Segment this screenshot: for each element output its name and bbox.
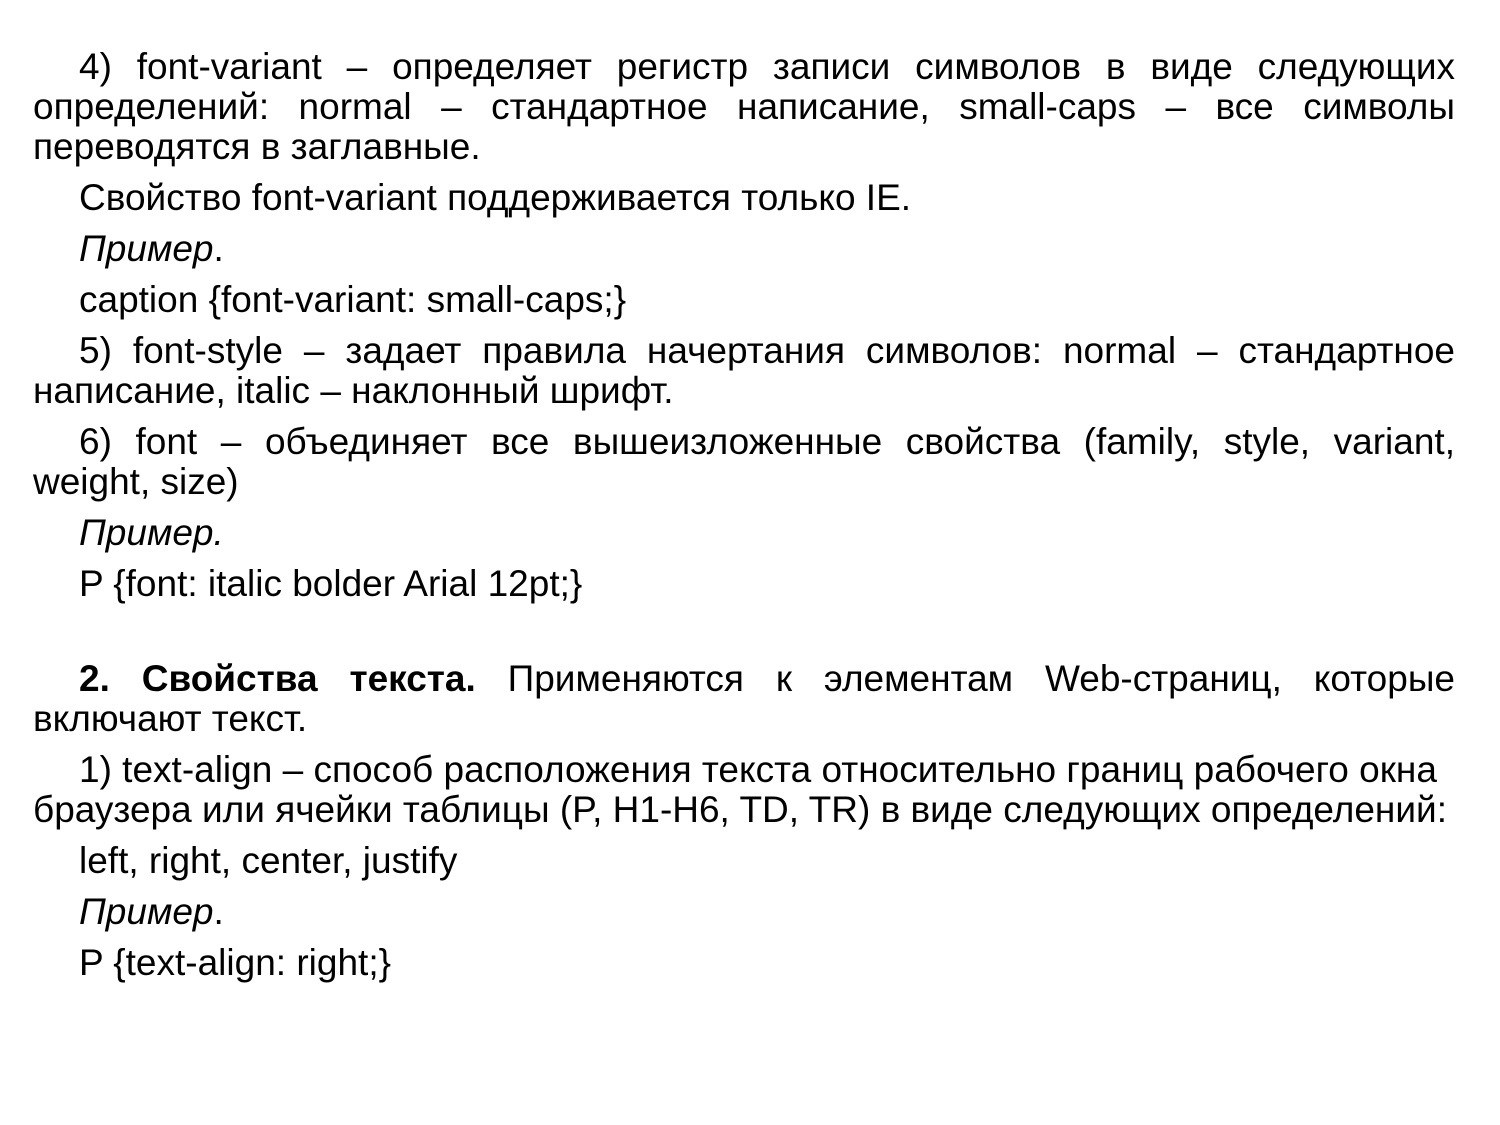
paragraph-example-label-2: Пример. — [79, 512, 224, 553]
paragraph-font: 6) font – объединяет все вышеизложенные свойства (family, style, variant, weight, size) — [33, 421, 1455, 502]
section-heading-description: Применяются к элементам Web-страниц, которые включают текст. — [33, 658, 1455, 739]
paragraph-text-properties — [33, 659, 1455, 739]
paragraph-text-align: 1) text-align – способ расположения текста относительно границ рабочего окна браузера или ячейки таблицы (P, H1-H6, TD, TR) в виде следующих определений: — [33, 749, 1447, 830]
paragraph-text-align-values: left, right, center, justify — [79, 840, 458, 881]
paragraph-example-label — [33, 229, 1455, 269]
section-gap — [33, 615, 1455, 659]
example-label-period: . — [213, 228, 224, 269]
section-heading: 2. Свойства текста. — [79, 658, 476, 699]
paragraph-example-label-3 — [33, 892, 1455, 932]
paragraph-font-variant-support: Свойство font-variant поддерживается только IE. — [79, 177, 912, 218]
paragraph-font-style: 5) font-style – задает правила начертания символов: normal – стандартное написание, italic – наклонный шрифт. — [33, 330, 1455, 411]
code-example-caption: caption {font-variant: small-caps;} — [79, 279, 627, 320]
example-label-3: Пример — [79, 891, 214, 932]
paragraph-font-variant: 4) font-variant – определяет регистр записи символов в виде следующих определений: normal – стандартное написание, small-caps – все символы переводятся в заглавные. — [33, 46, 1455, 167]
code-example-text-align: P {text-align: right;} — [79, 942, 391, 983]
example-label-3-period: . — [213, 891, 224, 932]
code-example-font: P {font: italic bolder Arial 12pt;} — [79, 563, 583, 604]
document-page — [33, 47, 1455, 994]
example-label: Пример — [79, 228, 214, 269]
